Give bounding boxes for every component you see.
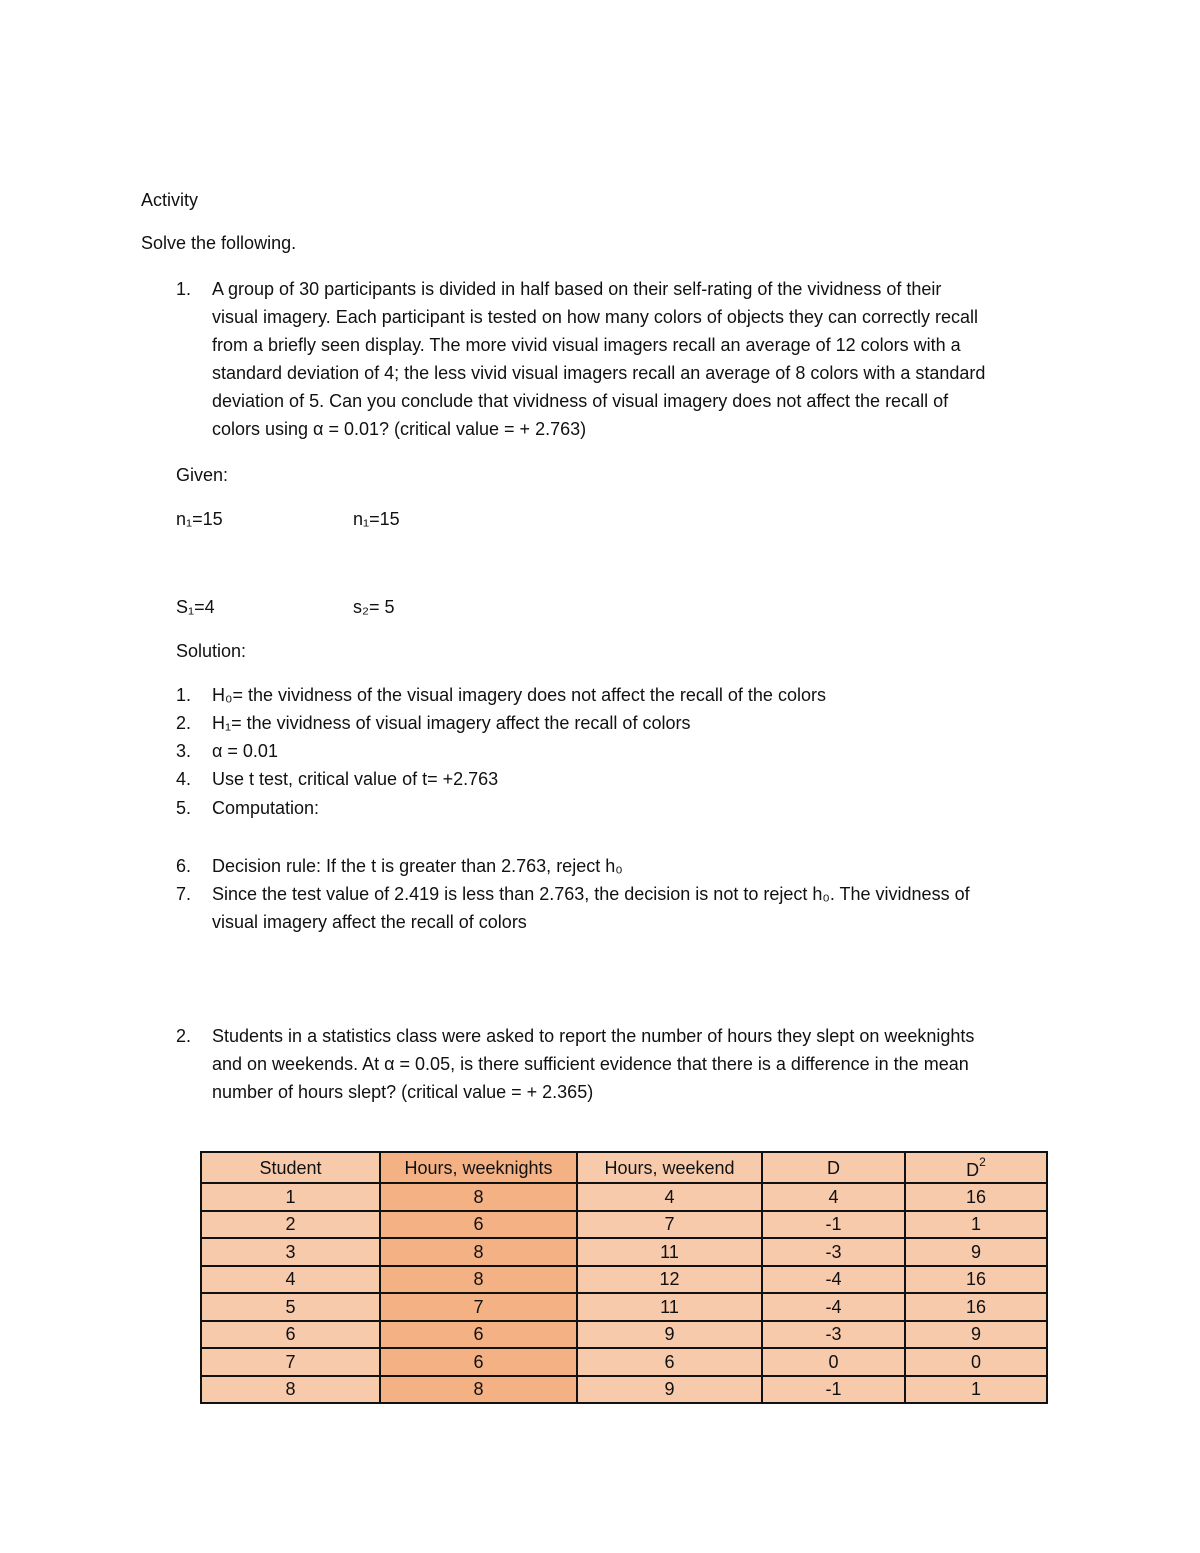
- given-s-left: S₁=4: [176, 597, 215, 617]
- table-cell: 6: [380, 1348, 577, 1376]
- table-cell: 11: [577, 1293, 762, 1321]
- table-cell: 7: [380, 1293, 577, 1321]
- column-header: Hours, weekend: [577, 1152, 762, 1183]
- table-row: [201, 1348, 1047, 1376]
- table-cell: -3: [762, 1321, 905, 1349]
- table-cell: 1: [201, 1183, 380, 1211]
- table-cell: 9: [905, 1238, 1047, 1266]
- problem-line: from a briefly seen display. The more vivid visual imagers recall an average of 12 colors with a: [212, 335, 961, 355]
- step-text: H₀= the vividness of the visual imagery does not affect the recall of the colors: [212, 685, 826, 705]
- column-header: [905, 1152, 1047, 1183]
- table-row: [201, 1293, 1047, 1321]
- table-cell: 12: [577, 1266, 762, 1294]
- column-header: D: [762, 1152, 905, 1183]
- problem-line: visual imagery. Each participant is tested on how many colors of objects they can correctly recall: [212, 307, 979, 327]
- table-cell: 6: [201, 1321, 380, 1349]
- table-cell: -3: [762, 1238, 905, 1266]
- step-number: 6.: [176, 856, 192, 876]
- step-number: 7.: [176, 884, 192, 904]
- instruction-text: Solve the following.: [141, 233, 297, 253]
- table-cell: 2: [201, 1211, 380, 1239]
- problem-number: 2.: [176, 1026, 192, 1046]
- step-text: Computation:: [212, 798, 320, 818]
- step-text: α = 0.01: [212, 741, 278, 761]
- column-header-d: D: [966, 1160, 980, 1180]
- table-cell: 1: [905, 1211, 1047, 1239]
- problem-line: number of hours slept? (critical value = + 2.365): [212, 1082, 594, 1102]
- table-row: [201, 1266, 1047, 1294]
- table-cell: 7: [577, 1211, 762, 1239]
- table-cell: 8: [380, 1266, 577, 1294]
- problem-line: Students in a statistics class were asked to report the number of hours they slept on weeknights: [212, 1026, 975, 1046]
- table-row: [201, 1321, 1047, 1349]
- table-cell: 6: [577, 1348, 762, 1376]
- given-n-left: n₁=15: [176, 509, 223, 529]
- table-cell: 6: [380, 1321, 577, 1349]
- table-row: [201, 1183, 1047, 1211]
- problem-line: deviation of 5. Can you conclude that vividness of visual imagery does not affect the recall of: [212, 391, 949, 411]
- table-cell: 4: [577, 1183, 762, 1211]
- table-cell: 16: [905, 1183, 1047, 1211]
- step-number: 3.: [176, 741, 192, 761]
- solution-label: Solution:: [176, 641, 247, 661]
- step-text: Use t test, critical value of t= +2.763: [212, 769, 499, 789]
- given-label: Given:: [176, 465, 229, 485]
- table-cell: -4: [762, 1293, 905, 1321]
- page-title: Activity: [141, 190, 199, 210]
- table-cell: 0: [762, 1348, 905, 1376]
- table-cell: 0: [905, 1348, 1047, 1376]
- table-cell: -1: [762, 1376, 905, 1404]
- step-text: Since the test value of 2.419 is less than 2.763, the decision is not to reject h₀. The vividness of: [212, 884, 970, 904]
- table-cell: 3: [201, 1238, 380, 1266]
- table-row: [201, 1376, 1047, 1404]
- table-cell: 9: [577, 1376, 762, 1404]
- problem-line: and on weekends. At α = 0.05, is there sufficient evidence that there is a difference in the mean: [212, 1054, 969, 1074]
- table-cell: 4: [762, 1183, 905, 1211]
- step-text: visual imagery affect the recall of colors: [212, 912, 527, 932]
- table-cell: 9: [577, 1321, 762, 1349]
- sleep-hours-table: [200, 1151, 1048, 1404]
- column-header: Hours, weeknights: [380, 1152, 577, 1183]
- problem-line: colors using α = 0.01? (critical value = + 2.763): [212, 419, 587, 439]
- table-cell: 5: [201, 1293, 380, 1321]
- table-cell: 8: [201, 1376, 380, 1404]
- table-cell: 1: [905, 1376, 1047, 1404]
- problem-line: standard deviation of 4; the less vivid visual imagers recall an average of 8 colors with a standard: [212, 363, 986, 383]
- column-header-exponent: 2: [979, 1155, 986, 1169]
- table-cell: 7: [201, 1348, 380, 1376]
- step-number: 1.: [176, 685, 192, 705]
- table-cell: 16: [905, 1293, 1047, 1321]
- column-header: Student: [201, 1152, 380, 1183]
- given-n-right: n₁=15: [353, 509, 400, 529]
- table-cell: -1: [762, 1211, 905, 1239]
- table-cell: 8: [380, 1183, 577, 1211]
- table-cell: 8: [380, 1238, 577, 1266]
- step-number: 5.: [176, 798, 192, 818]
- problem-line: A group of 30 participants is divided in half based on their self-rating of the vividness of their: [212, 279, 942, 299]
- table-cell: 9: [905, 1321, 1047, 1349]
- table-cell: 4: [201, 1266, 380, 1294]
- table-cell: -4: [762, 1266, 905, 1294]
- table-cell: 16: [905, 1266, 1047, 1294]
- given-s-right: s₂= 5: [353, 597, 395, 617]
- step-text: Decision rule: If the t is greater than 2.763, reject h₀: [212, 856, 623, 876]
- step-number: 4.: [176, 769, 192, 789]
- table-cell: 6: [380, 1211, 577, 1239]
- table-header-row: [201, 1152, 1047, 1183]
- table-cell: 11: [577, 1238, 762, 1266]
- table-row: [201, 1238, 1047, 1266]
- problem-number: 1.: [176, 279, 192, 299]
- table-cell: 8: [380, 1376, 577, 1404]
- step-text: H₁= the vividness of visual imagery affect the recall of colors: [212, 713, 691, 733]
- step-number: 2.: [176, 713, 192, 733]
- table-row: [201, 1211, 1047, 1239]
